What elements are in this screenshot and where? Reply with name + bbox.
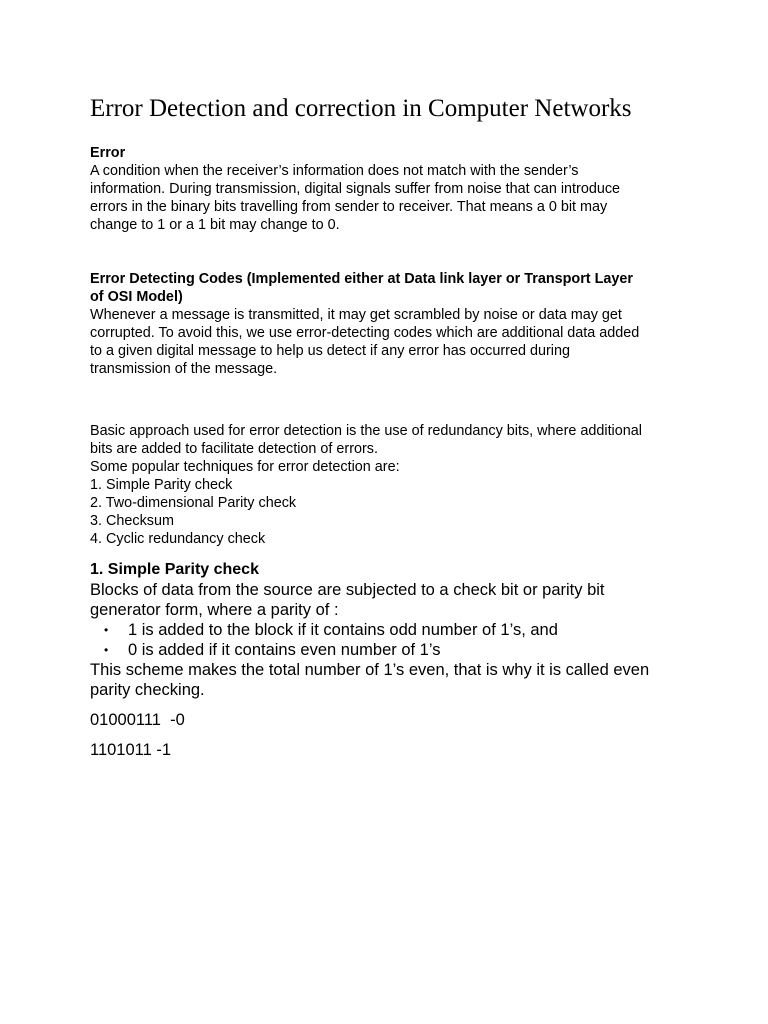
parity-outro-line: This scheme makes the total number of 1’s even, that is why it is called even — [90, 661, 650, 679]
error-paragraph — [90, 162, 680, 234]
spacer — [90, 234, 680, 270]
parity-bullet-item — [90, 640, 680, 660]
parity-example: 1101011 -1 — [90, 741, 172, 759]
codes-line: to a given digital message to help us detect if any error has occurred during — [90, 343, 570, 359]
codes-section — [90, 270, 680, 378]
approach-line: bits are added to facilitate detection of errors. — [90, 441, 378, 457]
parity-bullet-item — [90, 620, 680, 640]
document-page — [90, 92, 680, 760]
error-line: change to 1 or a 1 bit may change to 0. — [90, 217, 340, 233]
parity-intro-line: Blocks of data from the source are subjected to a check bit or parity bit — [90, 581, 605, 599]
codes-line: corrupted. To avoid this, we use error-detecting codes which are additional data added — [90, 325, 640, 341]
parity-bullet-text: 1 is added to the block if it contains odd number of 1’s, and — [128, 621, 558, 639]
technique-item: 2. Two-dimensional Parity check — [90, 495, 297, 511]
technique-item: 3. Checksum — [90, 513, 174, 529]
error-line: A condition when the receiver’s information does not match with the sender’s — [90, 163, 579, 179]
error-line: information. During transmission, digital signals suffer from noise that can introduce — [90, 181, 621, 197]
bullet-icon: • — [104, 643, 109, 657]
codes-line: transmission of the message. — [90, 361, 278, 377]
codes-heading-line: Error Detecting Codes (Implemented either at Data link layer or Transport Layer — [90, 271, 634, 287]
parity-heading: 1. Simple Parity check — [90, 561, 259, 578]
parity-intro-line: generator form, where a parity of : — [90, 601, 339, 619]
technique-item: 4. Cyclic redundancy check — [90, 531, 266, 547]
spacer — [90, 378, 680, 422]
techniques-list — [90, 476, 680, 548]
parity-section — [90, 580, 680, 760]
error-heading: Error — [90, 145, 126, 161]
bullet-icon: • — [104, 623, 109, 637]
parity-outro-line: parity checking. — [90, 681, 205, 699]
technique-item: 1. Simple Parity check — [90, 477, 233, 493]
parity-bullet-list — [90, 620, 680, 660]
document-title: Error Detection and correction in Computer Networks — [90, 95, 632, 122]
codes-line: Whenever a message is transmitted, it may get scrambled by noise or data may get — [90, 307, 622, 323]
parity-bullet-text: 0 is added if it contains even number of 1’s — [128, 641, 441, 659]
approach-section — [90, 422, 680, 548]
codes-heading — [90, 270, 680, 306]
parity-example: 01000111 -0 — [90, 711, 185, 729]
codes-paragraph — [90, 306, 680, 378]
approach-paragraph — [90, 422, 680, 476]
codes-heading-line: of OSI Model) — [90, 289, 183, 305]
approach-line: Basic approach used for error detection is the use of redundancy bits, where additional — [90, 423, 642, 439]
approach-line: Some popular techniques for error detection are: — [90, 459, 400, 475]
error-section — [90, 144, 680, 234]
parity-intro — [90, 580, 680, 620]
parity-outro — [90, 660, 680, 700]
error-line: errors in the binary bits travelling from sender to receiver. That means a 0 bit may — [90, 199, 608, 215]
